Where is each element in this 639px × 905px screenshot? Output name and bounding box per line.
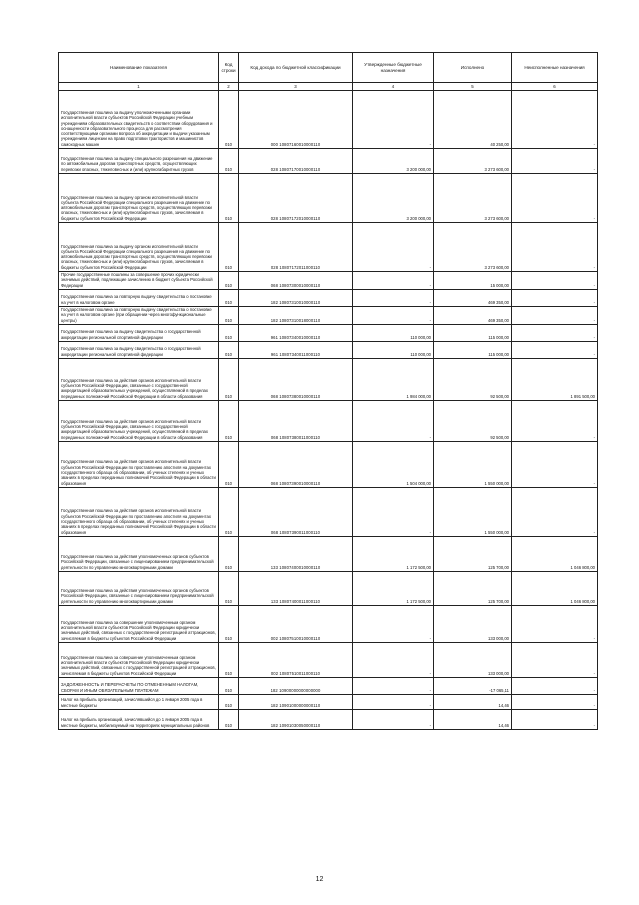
row-line-code: 010: [219, 571, 239, 605]
row-executed: 3 273 600,00: [434, 149, 512, 174]
row-approved: -: [353, 709, 434, 729]
table-row: [59, 400, 598, 441]
row-name: Прочие государственные пошлины за совершение прочих юридически значимых действий, подлежащие зачислению в бюджет субъекта Российской Федерации: [59, 272, 219, 290]
row-approved: -: [353, 487, 434, 536]
row-approved: 1 172 500,00: [353, 571, 434, 605]
row-approved: -: [353, 694, 434, 709]
row-revenue-code: 002 10807510010000110: [239, 605, 353, 642]
row-revenue-code: 028 10807170010000110: [239, 149, 353, 174]
column-index: 5: [434, 83, 512, 91]
row-executed: 92 500,00: [434, 358, 512, 400]
row-name: Государственная пошлина за действия органов исполнительной власти субъектов Российской Федерации, связанные с государственной аккредитацией образовательных учреждений, осуществляемой в пределах переданных полномочий Российской Федерации в области образования: [59, 358, 219, 400]
row-approved: -: [353, 677, 434, 694]
row-name: Государственная пошлина за выдачу органом исполнительной власти субъекта Российской Федерации специального разрешения на движение по автомобильным дорогам транспортных средств, осуществляющих перевозки опасных, тяжеловесных и (или) крупногабаритных грузов, зачисляемая в бюджеты субъектов Российской Федерации: [59, 223, 219, 272]
row-name: Государственная пошлина за действия органов исполнительной власти субъектов Российской Федерации по проставлению апостиля на документах государственного образца об образовании, об ученых степенях и ученых званиях в пределах переданных полномочий Российской Федерации в области образования: [59, 441, 219, 487]
row-line-code: 010: [219, 441, 239, 487]
row-executed: 469 350,00: [434, 289, 512, 306]
row-unexecuted: -: [512, 149, 598, 174]
column-index: 2: [219, 83, 239, 91]
row-name: Государственная пошлина за выдачу свидетельства о государственной аккредитации региональной спортивной федерации: [59, 341, 219, 358]
table-row: [59, 677, 598, 694]
row-approved: 110 000,00: [353, 341, 434, 358]
row-executed: 125 700,00: [434, 571, 512, 605]
row-unexecuted: -: [512, 324, 598, 341]
row-line-code: 010: [219, 272, 239, 290]
row-approved: 1 984 000,00: [353, 358, 434, 400]
row-executed: 133 000,00: [434, 605, 512, 642]
row-name: Государственная пошлина за действия органов исполнительной власти субъектов Российской Федерации по проставлению апостиля на документах государственного образца об образовании, об ученых степенях и ученых званиях в пределах переданных полномочий Российской Федерации в области образования: [59, 487, 219, 536]
row-executed: 40 250,00: [434, 91, 512, 149]
header-executed: Исполнено: [434, 53, 512, 83]
row-approved: 3 200 000,00: [353, 174, 434, 223]
row-approved: 1 172 500,00: [353, 536, 434, 571]
row-approved: -: [353, 289, 434, 306]
row-revenue-code: 182 10901000000000110: [239, 694, 353, 709]
row-executed: 469 350,00: [434, 306, 512, 324]
table-row: [59, 91, 598, 149]
row-revenue-code: 961 10807340011000110: [239, 341, 353, 358]
row-unexecuted: -: [512, 272, 598, 290]
row-name: Государственная пошлина за совершение уполномоченным органом исполнительной власти субъектов Российской Федерации юридически значимых действий, связанных с государственной регистрацией аттракционов, зачисляемая в бюджеты субъектов Российской Федерации: [59, 642, 219, 677]
row-line-code: 010: [219, 174, 239, 223]
table-row: [59, 289, 598, 306]
row-executed: 133 000,00: [434, 642, 512, 677]
table-row: [59, 174, 598, 223]
column-index: 6: [512, 83, 598, 91]
row-line-code: 010: [219, 341, 239, 358]
row-unexecuted: -: [512, 605, 598, 642]
row-line-code: 010: [219, 358, 239, 400]
header-revenue-code: Код дохода по бюджетной классификации: [239, 53, 353, 83]
row-revenue-code: 068 10807390010000110: [239, 441, 353, 487]
header-row: [59, 53, 598, 83]
row-revenue-code: 068 10807380011000110: [239, 400, 353, 441]
row-unexecuted: -: [512, 709, 598, 729]
table-row: [59, 605, 598, 642]
row-revenue-code: 028 10807172010000110: [239, 174, 353, 223]
row-unexecuted: -: [512, 306, 598, 324]
row-unexecuted: -: [512, 694, 598, 709]
row-line-code: 010: [219, 91, 239, 149]
row-line-code: 010: [219, 289, 239, 306]
row-name: Государственная пошлина за повторную выдачу свидетельства о постановке на учет в налоговом органе: [59, 289, 219, 306]
row-executed: 14,46: [434, 709, 512, 729]
row-executed: 1 550 000,00: [434, 441, 512, 487]
row-revenue-code: 182 10807310018000110: [239, 306, 353, 324]
row-name: Государственная пошлина за выдачу свидетельства о государственной аккредитации региональной спортивной федерации: [59, 324, 219, 341]
table-row: [59, 694, 598, 709]
row-line-code: 010: [219, 149, 239, 174]
row-executed: 14,46: [434, 694, 512, 709]
row-approved: 110 000,00: [353, 324, 434, 341]
row-unexecuted: -: [512, 289, 598, 306]
row-name: Государственная пошлина за выдачу специального разрешения на движение по автомобильным дорогам транспортных средств, осуществляющих перевозки опасных, тяжеловесных и (или) крупногабаритных грузов: [59, 149, 219, 174]
row-unexecuted: 1 891 500,00: [512, 358, 598, 400]
header-approved: Утвержденные бюджетные назначения: [353, 53, 434, 83]
row-revenue-code: 182 10901030050000110: [239, 709, 353, 729]
row-unexecuted: -: [512, 400, 598, 441]
row-approved: -: [353, 91, 434, 149]
row-name: ЗАДОЛЖЕННОСТЬ И ПЕРЕРАСЧЕТЫ ПО ОТМЕНЕННЫМ НАЛОГАМ, СБОРАМ И ИНЫМ ОБЯЗАТЕЛЬНЫМ ПЛАТЕЖАМ: [59, 677, 219, 694]
table-row: [59, 306, 598, 324]
row-revenue-code: 068 10807390011000110: [239, 487, 353, 536]
table-row: [59, 536, 598, 571]
row-executed: 115 000,00: [434, 324, 512, 341]
table-row: [59, 149, 598, 174]
row-line-code: 010: [219, 536, 239, 571]
row-name: Государственная пошлина за действия органов исполнительной власти субъектов Российской Федерации, связанные с государственной аккредитацией образовательных учреждений, осуществляемой в пределах переданных полномочий Российской Федерации в области образования: [59, 400, 219, 441]
column-index: 4: [353, 83, 434, 91]
row-executed: -17 065,11: [434, 677, 512, 694]
row-line-code: 010: [219, 223, 239, 272]
row-revenue-code: 068 10807380010000110: [239, 358, 353, 400]
table-row: [59, 441, 598, 487]
row-name: Налог на прибыль организаций, зачислявшийся до 1 января 2005 года в местные бюджеты, мобилизуемый на территориях муниципальных районов: [59, 709, 219, 729]
row-line-code: 010: [219, 400, 239, 441]
row-revenue-code: 068 10807300010000110: [239, 272, 353, 290]
row-approved: 3 200 000,00: [353, 149, 434, 174]
row-name: Государственная пошлина за выдачу органом исполнительной власти субъекта Российской Федерации специального разрешения на движение по автомобильным дорогам транспортных средств, осуществляющих перевозки опасных, тяжеловесных и (или) крупногабаритных грузов, зачисляемая в бюджеты субъектов Российской Федерации: [59, 174, 219, 223]
row-unexecuted: -: [512, 91, 598, 149]
row-line-code: 010: [219, 324, 239, 341]
row-revenue-code: 133 10807400011000110: [239, 571, 353, 605]
row-name: Государственная пошлина за совершение уполномоченным органом исполнительной власти субъектов Российской Федерации юридически значимых действий, связанных с государственной регистрацией аттракционов, зачисляемая в бюджеты субъектов Российской Федерации: [59, 605, 219, 642]
row-line-code: 010: [219, 694, 239, 709]
row-name: Государственная пошлина за действия уполномоченных органов субъектов Российской Федерации, связанные с лицензированием предпринимательской деятельности по управлению многоквартирными домами: [59, 536, 219, 571]
row-approved: -: [353, 400, 434, 441]
header-indicator-name: Наименование показателя: [59, 53, 219, 83]
table-row: [59, 358, 598, 400]
row-approved: -: [353, 272, 434, 290]
table-row: [59, 709, 598, 729]
row-unexecuted: -: [512, 174, 598, 223]
row-unexecuted: -: [512, 642, 598, 677]
row-revenue-code: 182 10900000000000000: [239, 677, 353, 694]
row-unexecuted: -: [512, 487, 598, 536]
row-unexecuted: -: [512, 223, 598, 272]
column-index-row: [59, 83, 598, 91]
row-revenue-code: 028 10807172011000110: [239, 223, 353, 272]
table-row: [59, 487, 598, 536]
table-body: [59, 91, 598, 730]
row-line-code: 010: [219, 709, 239, 729]
row-executed: 125 700,00: [434, 536, 512, 571]
row-executed: 115 000,00: [434, 341, 512, 358]
header-unexecuted: Неисполненные назначения: [512, 53, 598, 83]
row-line-code: 010: [219, 677, 239, 694]
table-row: [59, 272, 598, 290]
row-executed: 1 550 000,00: [434, 487, 512, 536]
row-executed: 3 273 600,00: [434, 223, 512, 272]
table-row: [59, 223, 598, 272]
row-unexecuted: 1 046 800,00: [512, 571, 598, 605]
row-executed: 15 000,00: [434, 272, 512, 290]
row-unexecuted: -: [512, 441, 598, 487]
row-name: Налог на прибыль организаций, зачислявшийся до 1 января 2005 года в местные бюджеты: [59, 694, 219, 709]
row-approved: -: [353, 605, 434, 642]
budget-execution-table: [58, 52, 598, 730]
row-unexecuted: -: [512, 341, 598, 358]
row-line-code: 010: [219, 642, 239, 677]
row-name: Государственная пошлина за выдачу уполномоченными органами исполнительной власти субъектов Российской Федерации учебным учреждениям образовательных свидетельств о соответствии оборудования и оснащенности образовательного процесса для рассмотрения соответствующими органами вопроса об аккредитации и выдачи указанным учреждениям лицензии на право подготовки трактористов и машинистов самоходных машин: [59, 91, 219, 149]
table-row: [59, 324, 598, 341]
header-line-code: Код строки: [219, 53, 239, 83]
row-executed: 92 500,00: [434, 400, 512, 441]
column-index: 1: [59, 83, 219, 91]
row-revenue-code: 961 10807340010000110: [239, 324, 353, 341]
row-unexecuted: 1 046 800,00: [512, 536, 598, 571]
page-number: 12: [315, 876, 324, 883]
row-revenue-code: 182 10807310010000110: [239, 289, 353, 306]
row-approved: -: [353, 642, 434, 677]
row-line-code: 010: [219, 605, 239, 642]
row-name: Государственная пошлина за действия уполномоченных органов субъектов Российской Федерации, связанные с лицензированием предпринимательской деятельности по управлению многоквартирными домами: [59, 571, 219, 605]
row-revenue-code: 133 10807400010000110: [239, 536, 353, 571]
row-approved: -: [353, 306, 434, 324]
table-row: [59, 642, 598, 677]
row-name: Государственная пошлина за повторную выдачу свидетельства о постановке на учет в налоговом органе (при обращении через многофункциональные центры): [59, 306, 219, 324]
row-revenue-code: 000 10807160010000110: [239, 91, 353, 149]
row-line-code: 010: [219, 487, 239, 536]
table-row: [59, 571, 598, 605]
row-line-code: 010: [219, 306, 239, 324]
column-index: 3: [239, 83, 353, 91]
table-row: [59, 341, 598, 358]
row-approved: -: [353, 223, 434, 272]
row-revenue-code: 002 10807510011000110: [239, 642, 353, 677]
row-approved: 1 504 000,00: [353, 441, 434, 487]
row-unexecuted: -: [512, 677, 598, 694]
row-executed: 3 273 600,00: [434, 174, 512, 223]
